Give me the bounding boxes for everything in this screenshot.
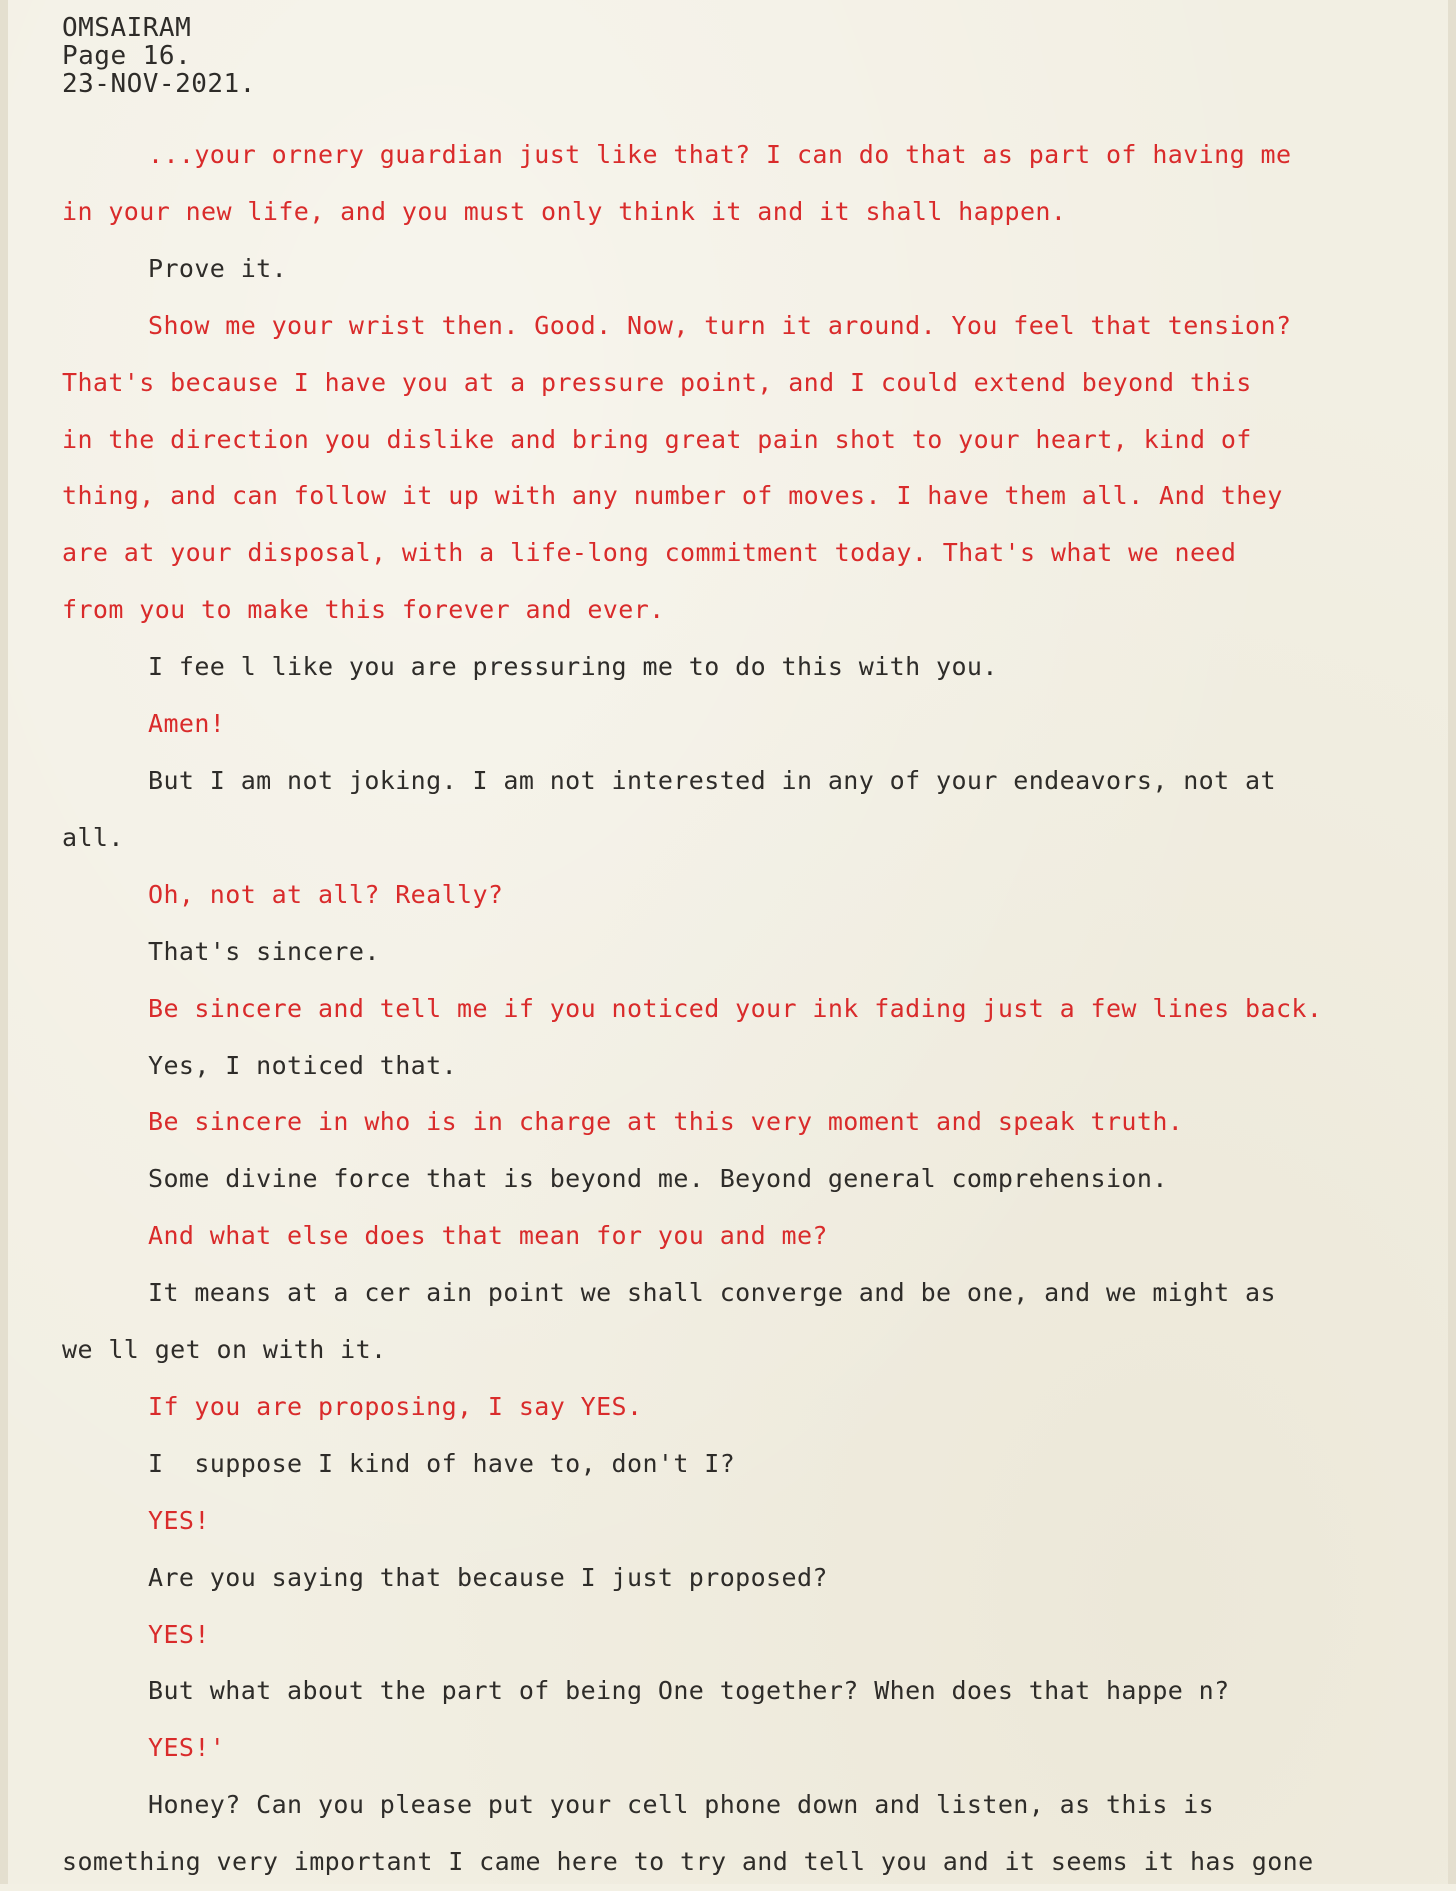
text-line: I fee l like you are pressuring me to do this with you. <box>148 652 998 682</box>
text-line: are at your disposal, with a life-long commitment today. That's what we need <box>62 538 1237 568</box>
header-title: OMSAIRAM <box>62 13 192 43</box>
text-line: That's because I have you at a pressure point, and I could extend beyond this <box>62 367 1252 397</box>
text-line: from you to make this forever and ever. <box>62 595 665 625</box>
text-line: Yes, I noticed that. <box>148 1050 458 1080</box>
text-line: we ll get on with it. <box>62 1335 387 1365</box>
text-line: But I am not joking. I am not interested in any of your endeavors, not at <box>148 765 1276 795</box>
text-line: Be sincere in who is in charge at this very moment and speak truth. <box>148 1107 1184 1137</box>
text-line: thing, and can follow it up with any number of moves. I have them all. And they <box>62 481 1283 511</box>
text-line: Are you saying that because I just proposed? <box>148 1562 828 1592</box>
text-line: But what about the part of being One together? When does that happe n? <box>148 1676 1230 1706</box>
text-line: Prove it. <box>148 253 288 283</box>
text-line: It means at a cer ain point we shall converge and be one, and we might as <box>148 1278 1276 1308</box>
text-line: all. <box>62 822 124 852</box>
text-line: I suppose I kind of have to, don't I? <box>148 1448 736 1478</box>
text-line: YES! <box>148 1619 210 1649</box>
text-line: YES!' <box>148 1733 226 1763</box>
text-line: in the direction you dislike and bring great pain shot to your heart, kind of <box>62 424 1252 454</box>
page-edge-right <box>1448 0 1456 1884</box>
header-page-number: Page 16. <box>62 41 192 71</box>
text-line: YES! <box>148 1505 210 1535</box>
text-line: Be sincere and tell me if you noticed your ink fading just a few lines back. <box>148 993 1323 1023</box>
text-line: Oh, not at all? Really? <box>148 879 504 909</box>
text-line: ...your ornery guardian just like that? I can do that as part of having me <box>148 140 1292 169</box>
text-line: If you are proposing, I say YES. <box>148 1391 643 1421</box>
text-line: Honey? Can you please put your cell phone down and listen, as this is <box>148 1790 1215 1820</box>
body-text <box>62 127 1442 1891</box>
header-date: 23-NOV-2021. <box>62 69 256 99</box>
text-line: something very important I came here to try and tell you and it seems it has gone <box>62 1847 1314 1877</box>
text-line: That's sincere. <box>148 936 380 966</box>
page-edge-left <box>0 0 8 1884</box>
text-line: Amen! <box>148 709 226 739</box>
page-header <box>62 14 256 98</box>
text-line: in your new life, and you must only think it and it shall happen. <box>62 196 1067 226</box>
text-line: Some divine force that is beyond me. Beyond general comprehension. <box>148 1164 1168 1194</box>
text-line: And what else does that mean for you and me? <box>148 1221 828 1251</box>
text-line: Show me your wrist then. Good. Now, turn it around. You feel that tension? <box>148 310 1292 340</box>
